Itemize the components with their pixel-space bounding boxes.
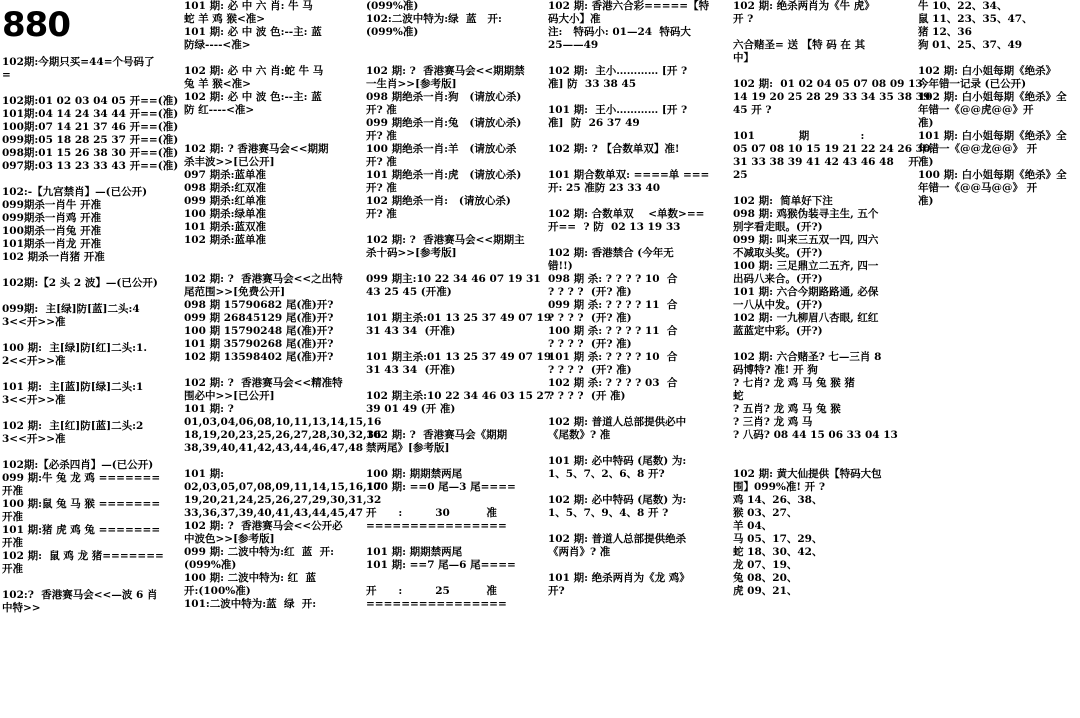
- text-line: [548, 156, 724, 169]
- text-line: 别字看走眼。(开?): [733, 221, 823, 233]
- text-line: 099 期杀:红单准: [184, 195, 266, 207]
- text-line: 101 期合数单双: ====单 ===: [548, 169, 710, 181]
- text-line: [548, 442, 724, 455]
- text-line: 102 期 13598402 尾(准)开?: [184, 351, 334, 363]
- text-line: 杀十码>>[参考版]: [366, 247, 457, 259]
- text-line: 38,39,40,41,42,43,44,46,47,48: [184, 442, 364, 454]
- text-line: 开 : 25 准: [366, 585, 497, 597]
- text-line: [2, 173, 178, 186]
- text-line: 《两肖》? 准: [548, 546, 611, 558]
- text-line: 102 期: 一九柳眉八杏眼, 红红: [733, 312, 879, 324]
- text-line: 开?: [548, 585, 565, 597]
- text-line: 102 期: 六合赌圣? 七—三肖 8: [733, 351, 882, 363]
- text-line: 099 期 杀: ? ? ? ? 11 合: [548, 299, 678, 311]
- text-line: [548, 520, 724, 533]
- text-line: 14 19 20 25 28 29 33 34 35 38 39: [733, 91, 931, 103]
- text-line: 围】099%准! 开 ?: [733, 481, 825, 493]
- text-line: 097期:03 13 23 33 43 开==(准): [2, 160, 179, 172]
- text-line: 101 期杀:蓝双准: [184, 221, 266, 233]
- text-line: 禁两尾》[参考版]: [366, 442, 450, 454]
- text-line: 102 期: 香港禁合 (今年无: [548, 247, 674, 259]
- text-line: 102 期: 必 中 六 肖:蛇 牛 马: [184, 65, 324, 77]
- text-line: 33,36,37,39,40,41,43,44,45,47: [184, 507, 364, 519]
- text-line: 102 期: 简单好下注: [733, 195, 833, 207]
- text-line: 102 期: ? 【合数单双】准!: [548, 143, 680, 155]
- text-line: [366, 299, 542, 312]
- text-line: 102 期: ? 香港赛马会<<之出特: [184, 273, 343, 285]
- text-line: 101 期: 绝杀两肖为《龙 鸡》: [548, 572, 690, 584]
- text-line: [2, 82, 178, 95]
- text-line: [918, 52, 1078, 65]
- text-line: 杀丰波>>[已公开]: [184, 156, 275, 168]
- text-line: 102 期: 绝杀两肖为《牛 虎》: [733, 0, 875, 12]
- text-line: [184, 455, 360, 468]
- text-line: 蛇 18、30、42、: [733, 546, 823, 558]
- text-line: 099 期: 叫来三五双一四, 四六: [733, 234, 879, 246]
- text-line: (099%准): [184, 559, 237, 571]
- text-line: 开? 准: [366, 182, 397, 194]
- text-line: 102 期: 01 02 04 05 07 08 09 13: [733, 78, 923, 90]
- text-line: 099 期:牛 兔 龙 鸡 =======: [2, 472, 161, 484]
- text-line: (099%准): [366, 0, 419, 12]
- text-line: 102 期: 香港六合彩=====【特: [548, 0, 710, 12]
- text-line: 102 期: ? 香港赛马会<<期期主: [366, 234, 525, 246]
- text-line: 100 期: 期期禁两尾: [366, 468, 463, 480]
- text-line: [366, 533, 542, 546]
- text-line: 蓝蓝定中彩。(开?): [733, 325, 823, 337]
- text-line: 六合赌圣= 送 【特 码 在 其: [733, 39, 866, 51]
- text-line: 一生肖>>[参考版]: [366, 78, 457, 90]
- text-line: [733, 117, 913, 130]
- text-line: 开? 准: [366, 156, 397, 168]
- text-line: ? 七肖? 龙 鸡 马 兔 猴 猪: [733, 377, 855, 389]
- text-line: 099期杀一肖牛 开准: [2, 199, 102, 211]
- text-line: 码大小】准: [548, 13, 601, 25]
- text-line: 101 期 杀: ? ? ? ? 10 合: [548, 351, 678, 363]
- text-line: 开 ?: [733, 13, 754, 25]
- column-1: [2, 0, 178, 718]
- text-line: 猪 12、36: [918, 26, 972, 38]
- text-line: 101 期: 必 中 六 肖: 牛 马: [184, 0, 313, 12]
- text-line: 100 期: ==0 尾—3 尾====: [366, 481, 516, 493]
- text-line: 099 期 26845129 尾(准)开?: [184, 312, 334, 324]
- text-line: 101 期主杀:01 13 25 37 49 07 19: [366, 351, 552, 363]
- text-line: [2, 407, 178, 420]
- text-line: ? 五肖? 龙 鸡 马 兔 猴: [733, 403, 841, 415]
- text-line: 102 期: 黄大仙提供【特码大包: [733, 468, 882, 480]
- text-line: ? 三肖? 龙 鸡 马: [733, 416, 813, 428]
- text-line: 101 期 :: [733, 130, 865, 142]
- text-line: 102 期: 鼠 鸡 龙 猪=======: [2, 550, 164, 562]
- column-6-lines: [918, 0, 1078, 208]
- text-line: [733, 338, 913, 351]
- text-line: 龙 07、19、: [733, 559, 798, 571]
- text-line: 102:? 香港赛马会<<—波 6 肖: [2, 589, 158, 601]
- text-line: 099期杀一肖鸡 开准: [2, 212, 102, 224]
- text-line: 围必中>>[已公开]: [184, 390, 275, 402]
- text-line: 3<<开>>准: [2, 433, 66, 445]
- text-line: 100 期 15790248 尾(准)开?: [184, 325, 334, 337]
- text-line: 猴 03、27、: [733, 507, 798, 519]
- text-line: 狗 01、25、37、49: [918, 39, 1023, 51]
- text-line: 39 01 49 (开 准): [366, 403, 456, 415]
- text-line: ? ? ? ? (开? 准): [548, 286, 632, 298]
- text-line: 101 期:: [184, 468, 224, 480]
- text-line: 开? 准: [366, 130, 397, 142]
- text-line: [366, 260, 542, 273]
- text-line: ================: [366, 520, 507, 532]
- text-line: 准] 防 33 38 45: [548, 78, 637, 90]
- text-line: 102 期: 合数单双 <单数>==: [548, 208, 705, 220]
- text-line: 102 期: ? 香港赛马会<<期期禁: [366, 65, 525, 77]
- text-line: 102期:今期只买=44=个号码了: [2, 56, 155, 68]
- text-line: ? 八码? 08 44 15 06 33 04 13: [733, 429, 898, 441]
- column-6: [918, 0, 1078, 718]
- text-line: 102 期: 主小………… [开 ?: [548, 65, 688, 77]
- text-line: 18,19,20,23,25,26,27,28,30,32,36: [184, 429, 382, 441]
- column-1-lines: [2, 56, 178, 615]
- text-line: 100期杀一肖兔 开准: [2, 225, 102, 237]
- text-line: 31 33 38 39 41 42 43 46 48 开: [733, 156, 919, 168]
- text-line: 101 期: 主[蓝]防[绿]二头:1: [2, 381, 144, 393]
- text-line: [184, 247, 360, 260]
- text-line: 开 : 30 准: [366, 507, 497, 519]
- text-line: 098 期杀:红双准: [184, 182, 266, 194]
- column-4: [548, 0, 724, 718]
- text-line: 准): [918, 156, 934, 168]
- text-line: 099期:05 18 28 25 37 开==(准): [2, 134, 179, 146]
- text-line: 102 期: 主[红]防[蓝]二头:2: [2, 420, 144, 432]
- text-line: [548, 403, 724, 416]
- text-line: 102 期主杀:10 22 34 46 03 15 27: [366, 390, 552, 402]
- text-line: ? ? ? ? (开? 准): [548, 312, 632, 324]
- text-line: 01,03,04,06,08,10,11,13,14,15,16: [184, 416, 382, 428]
- text-line: [733, 455, 913, 468]
- text-line: 开: 25 准防 23 33 40: [548, 182, 661, 194]
- text-line: 099 期绝杀一肖:兔 (请放心杀): [366, 117, 522, 129]
- text-line: 兔 08、20、: [733, 572, 798, 584]
- text-line: 05 07 08 10 15 19 21 22 24 26 30: [733, 143, 931, 155]
- text-line: 102 期: 普道人总部提供必中: [548, 416, 687, 428]
- text-line: =: [2, 69, 11, 81]
- text-line: 101:二波中特为:蓝 绿 开:: [184, 598, 317, 610]
- text-line: 102 期杀一肖猪 开准: [2, 251, 105, 263]
- text-line: 准] 防 26 37 49: [548, 117, 640, 129]
- text-line: 100 期绝杀一肖:羊 (请放心杀: [366, 143, 517, 155]
- text-line: [366, 338, 542, 351]
- text-line: 兔 羊 猴<准>: [184, 78, 251, 90]
- text-line: 101 期绝杀一肖:虎 (请放心杀): [366, 169, 522, 181]
- text-line: [548, 52, 724, 65]
- text-line: 102期:【2 头 2 波】—(已公开): [2, 277, 158, 289]
- text-line: [548, 481, 724, 494]
- text-line: 101 期主杀:01 13 25 37 49 07 19: [366, 312, 552, 324]
- text-line: 100 期杀:绿单准: [184, 208, 266, 220]
- text-line: [2, 329, 178, 342]
- text-line: 3<<开>>准: [2, 394, 66, 406]
- text-line: ================: [366, 598, 507, 610]
- text-line: 牛 10、22、34、: [918, 0, 1008, 12]
- column-3: [366, 0, 552, 718]
- text-line: 羊 04、: [733, 520, 773, 532]
- text-line: 尾范围>>[免费公开]: [184, 286, 286, 298]
- text-line: 098 期 杀: ? ? ? ? 10 合: [548, 273, 678, 285]
- text-line: [366, 572, 542, 585]
- text-line: (099%准): [366, 26, 419, 38]
- text-line: 45 开 ?: [733, 104, 772, 116]
- text-line: [366, 416, 542, 429]
- text-line: 102:-【九宫禁肖】—(已公开): [2, 186, 148, 198]
- text-line: 101 期: 必 中 波 色:--主: 蓝: [184, 26, 322, 38]
- text-line: 098 期 15790682 尾(准)开?: [184, 299, 334, 311]
- text-line: 102期:【必杀四肖】—(已公开): [2, 459, 154, 471]
- text-line: [366, 221, 542, 234]
- column-5: [733, 0, 931, 718]
- text-line: [2, 264, 178, 277]
- text-line: 102 期绝杀一肖: (请放心杀): [366, 195, 511, 207]
- text-line: 102 期: 白小姐每期《绝杀》: [918, 65, 1057, 77]
- text-line: [548, 234, 724, 247]
- text-line: 虎 09、21、: [733, 585, 798, 597]
- text-line: 中】: [733, 52, 754, 64]
- text-line: [548, 91, 724, 104]
- text-line: 100期:07 14 21 37 46 开==(准): [2, 121, 179, 133]
- text-line: 102:二波中特为:绿 蓝 开:: [366, 13, 502, 25]
- text-line: 098 期绝杀一肖:狗 (请放心杀): [366, 91, 522, 103]
- text-line: [733, 65, 913, 78]
- text-line: [184, 260, 360, 273]
- text-line: 注: 特码小: 01—24 特码大: [548, 26, 691, 38]
- text-line: 开:(100%准): [184, 585, 251, 597]
- text-line: 101 期: 白小姐每期《绝杀》全: [918, 130, 1067, 142]
- text-line: [184, 117, 360, 130]
- text-line: 102 期: ? 香港赛马会<<期期: [184, 143, 329, 155]
- text-line: [733, 26, 913, 39]
- text-line: 开准: [2, 511, 23, 523]
- column-5-lines: [733, 0, 931, 598]
- text-line: 101 期: ==7 尾—6 尾====: [366, 559, 516, 571]
- text-line: 错!!): [548, 260, 573, 272]
- text-line: [2, 576, 178, 589]
- page-title: 880: [2, 5, 70, 45]
- text-line: 开准: [2, 563, 23, 575]
- text-line: 31 43 34 (开准): [366, 364, 456, 376]
- text-line: 101 期:猪 虎 鸡 兔 =======: [2, 524, 161, 536]
- text-line: 101 期: 期期禁两尾: [366, 546, 463, 558]
- text-line: [548, 559, 724, 572]
- text-line: [366, 377, 542, 390]
- text-line: 02,03,05,07,08,09,11,14,15,16,17: [184, 481, 382, 493]
- text-line: 防 红----<准>: [184, 104, 255, 116]
- text-line: 开? 准: [366, 208, 397, 220]
- text-line: 鼠 11、23、35、47、: [918, 13, 1033, 25]
- text-line: 100 期: 三足鼎立二五齐, 四一: [733, 260, 879, 272]
- text-line: [2, 290, 178, 303]
- text-line: 101 期: 必中特码 (尾数) 为:: [548, 455, 687, 467]
- text-line: 101 期: ?: [184, 403, 234, 415]
- text-line: 098 期: 鸡猴伪装寻主生, 五个: [733, 208, 879, 220]
- text-line: 年错一《@@龙@@》 开: [918, 143, 1038, 155]
- text-line: 开? 准: [366, 104, 397, 116]
- text-line: 准): [918, 195, 934, 207]
- text-line: 1、5、7、2、6、8 开?: [548, 468, 665, 480]
- text-line: ? ? ? ? (开? 准): [548, 338, 632, 350]
- text-line: [184, 130, 360, 143]
- text-line: 102 期: 白小姐每期《绝杀》全: [918, 91, 1067, 103]
- text-line: 097 期杀:蓝单准: [184, 169, 266, 181]
- text-line: [733, 182, 913, 195]
- text-line: 年错一《@@马@@》 开: [918, 182, 1038, 194]
- text-line: 开准: [2, 485, 23, 497]
- column-4-lines: [548, 0, 724, 598]
- text-line: 101 期 35790268 尾(准)开?: [184, 338, 334, 350]
- text-line: 3<<开>>准: [2, 316, 66, 328]
- text-line: [366, 455, 542, 468]
- text-line: [366, 52, 542, 65]
- text-line: 开== ? 防 02 13 19 33: [548, 221, 681, 233]
- text-line: 102 期: 普道人总部提供绝杀: [548, 533, 687, 545]
- text-line: 100 期 杀: ? ? ? ? 11 合: [548, 325, 678, 337]
- text-line: 中特>>: [2, 602, 41, 614]
- text-line: 099 期: 二波中特为:红 蓝 开:: [184, 546, 334, 558]
- text-line: 099 期主:10 22 34 46 07 19 31: [366, 273, 541, 285]
- text-line: [548, 130, 724, 143]
- text-line: 一八从中发。(开?): [733, 299, 823, 311]
- text-line: 102 期: 必中特码 (尾数) 为:: [548, 494, 687, 506]
- text-line: 100 期: 白小姐每期《绝杀》全: [918, 169, 1067, 181]
- text-line: 年错一《@@虎@@》开: [918, 104, 1034, 116]
- text-line: 101期杀一肖龙 开准: [2, 238, 102, 250]
- text-line: [184, 364, 360, 377]
- text-line: 25——49: [548, 39, 599, 51]
- text-line: 出码八来合。(开?): [733, 273, 823, 285]
- text-line: 101期:04 14 24 34 44 开==(准): [2, 108, 179, 120]
- text-line: 098期:01 15 26 38 30 开==(准): [2, 147, 179, 159]
- text-line: 31 43 34 (开准): [366, 325, 456, 337]
- text-line: 102 期: 必 中 波 色:--主: 蓝: [184, 91, 322, 103]
- text-line: [733, 442, 913, 455]
- text-line: 101 期: 王小………… [开 ?: [548, 104, 688, 116]
- text-line: 不减取头奖。(开?): [733, 247, 823, 259]
- text-line: 102 期: ? 香港赛马会《期期: [366, 429, 508, 441]
- text-line: 102 期杀:蓝单准: [184, 234, 266, 246]
- text-line: 中波色>>[参考版]: [184, 533, 275, 545]
- text-line: 100 期: 二波中特为: 红 蓝: [184, 572, 316, 584]
- text-line: 19,20,21,24,25,26,27,29,30,31,32: [184, 494, 382, 506]
- text-line: 2<<开>>准: [2, 355, 66, 367]
- column-3-lines: [366, 0, 552, 611]
- text-line: 100 期: 主[绿]防[红]二头:1.: [2, 342, 147, 354]
- text-line: [366, 494, 542, 507]
- text-line: 蛇: [733, 390, 744, 402]
- text-line: [2, 446, 178, 459]
- text-line: 099期: 主[绿]防[蓝]二头:4: [2, 303, 140, 315]
- text-line: 今年错一记录 (已公开): [918, 78, 1027, 90]
- text-line: 马 05、17、29、: [733, 533, 823, 545]
- text-line: 102 期: ? 香港赛马会<<精准特: [184, 377, 343, 389]
- text-line: 100 期:鼠 兔 马 猴 =======: [2, 498, 161, 510]
- text-line: ? ? ? ? (开? 准): [548, 364, 632, 376]
- text-line: 102 期 杀: ? ? ? ? 03 合: [548, 377, 678, 389]
- text-line: 鸡 14、26、38、: [733, 494, 823, 506]
- text-line: 开准: [2, 537, 23, 549]
- text-line: 1、5、7、9、4、8 开 ?: [548, 507, 669, 519]
- text-line: ? ? ? ? (开 准): [548, 390, 626, 402]
- text-line: 蛇 羊 鸡 猴<准>: [184, 13, 266, 25]
- text-line: [184, 52, 360, 65]
- text-line: 102 期: ? 香港赛马会<<公开必: [184, 520, 343, 532]
- text-line: 102期:01 02 03 04 05 开==(准): [2, 95, 179, 107]
- text-line: 准): [918, 117, 934, 129]
- text-line: [366, 39, 542, 52]
- text-line: 防绿----<准>: [184, 39, 251, 51]
- text-line: 码博特? 准! 开 狗: [733, 364, 818, 376]
- text-line: 101 期: 六合今期路路通, 必保: [733, 286, 879, 298]
- text-line: [548, 195, 724, 208]
- text-line: 25: [733, 169, 748, 181]
- text-line: 43 25 45 (开准): [366, 286, 452, 298]
- text-line: [2, 368, 178, 381]
- text-line: 《尾数》? 准: [548, 429, 611, 441]
